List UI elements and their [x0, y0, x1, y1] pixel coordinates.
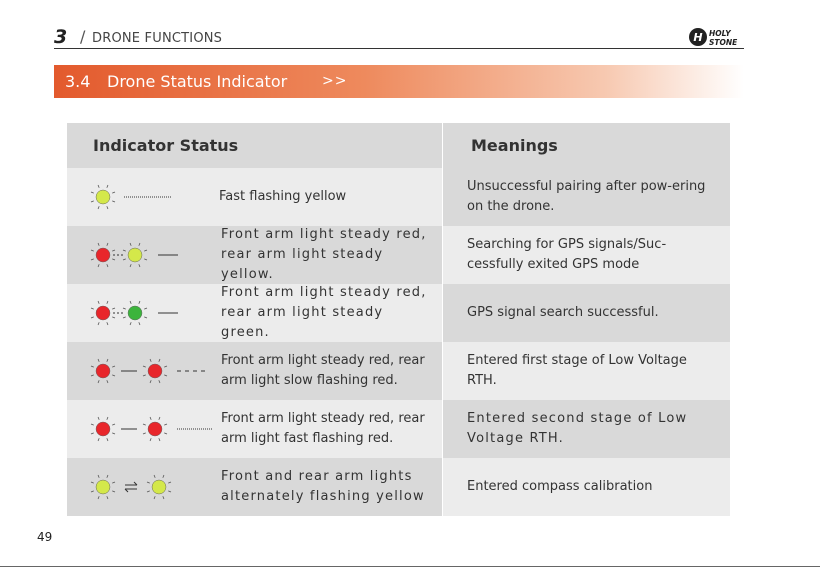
- meaning-text: Entered second stage of Low Voltage RTH.: [467, 411, 688, 446]
- header-meaning-label: Meanings: [471, 136, 558, 155]
- meaning-cell: [443, 168, 730, 226]
- status-cell: [67, 284, 442, 342]
- red-led-icon: [91, 301, 115, 325]
- meaning-cell: [443, 284, 730, 342]
- red-yellow-lights-icon: [87, 230, 217, 280]
- alternate-arrows-icon: [125, 482, 137, 492]
- status-text: Front and rear arm lights alternately flashing yellow: [221, 469, 425, 504]
- indicator-table: [67, 123, 730, 516]
- header-divider: [54, 48, 744, 49]
- green-led-icon: [123, 301, 147, 325]
- table-row: [67, 168, 730, 226]
- yellow-led-icon: [91, 475, 115, 499]
- status-text: Fast flashing yellow: [219, 189, 347, 204]
- status-text: Front arm light steady red, rear arm light steady green.: [221, 285, 427, 340]
- red-led-icon: [143, 359, 167, 383]
- header-cell-status: [67, 123, 442, 168]
- page-header: [54, 26, 744, 48]
- header-cell-meaning: [443, 123, 730, 168]
- status-text: Front arm light steady red, rear arm light slow flashing red.: [221, 353, 425, 388]
- status-cell: [67, 168, 442, 226]
- red-led-icon: [143, 417, 167, 441]
- meaning-text: Unsuccessful pairing after pow-ering on the drone.: [467, 179, 706, 214]
- status-cell: [67, 226, 442, 284]
- header-separator: /: [80, 27, 86, 46]
- holy-stone-logo: [688, 26, 744, 48]
- svg-text:HOLY: HOLY: [709, 29, 731, 38]
- meaning-text: Searching for GPS signals/Suc-cessfully exited GPS mode: [467, 237, 667, 272]
- table-row: [67, 400, 730, 458]
- table-row: [67, 226, 730, 284]
- page-number: 49: [37, 530, 53, 544]
- meaning-cell: [443, 458, 730, 516]
- yellow-led-icon: [91, 185, 115, 209]
- red-led-icon: [91, 359, 115, 383]
- section-chevrons: >>: [322, 73, 348, 89]
- section-title: Drone Status Indicator: [107, 72, 288, 91]
- chapter-title: DRONE FUNCTIONS: [92, 31, 223, 46]
- table-header-row: [67, 123, 730, 168]
- section-heading: [54, 65, 744, 98]
- status-text: Front arm light steady red, rear arm light steady yellow.: [221, 227, 427, 282]
- red-led-icon: [91, 243, 115, 267]
- yellow-light-icon: [87, 172, 217, 222]
- alternating-yellow-lights-icon: [87, 462, 217, 512]
- yellow-led-icon: [123, 243, 147, 267]
- red-red-fast-lights-icon: [87, 404, 217, 454]
- meaning-cell: [443, 342, 730, 400]
- yellow-led-icon: [147, 475, 171, 499]
- table-row: [67, 342, 730, 400]
- table-row: [67, 284, 730, 342]
- status-text: Front arm light steady red, rear arm light fast flashing red.: [221, 411, 425, 446]
- status-cell: [67, 342, 442, 400]
- red-green-lights-icon: [87, 288, 217, 338]
- red-led-icon: [91, 417, 115, 441]
- meaning-cell: [443, 400, 730, 458]
- meaning-text: Entered first stage of Low Voltage RTH.: [467, 353, 687, 388]
- status-cell: [67, 458, 442, 516]
- chapter-number: 3: [54, 26, 68, 48]
- status-cell: [67, 400, 442, 458]
- red-red-slow-lights-icon: [87, 346, 217, 396]
- meaning-text: GPS signal search successful.: [467, 305, 659, 320]
- meaning-cell: [443, 226, 730, 284]
- table-row: [67, 458, 730, 516]
- section-number: 3.4: [65, 72, 91, 91]
- svg-text:H: H: [693, 31, 703, 44]
- meaning-text: Entered compass calibration: [467, 479, 653, 494]
- svg-text:STONE: STONE: [709, 38, 738, 47]
- footer-divider: [0, 566, 820, 567]
- header-status-label: Indicator Status: [93, 136, 239, 155]
